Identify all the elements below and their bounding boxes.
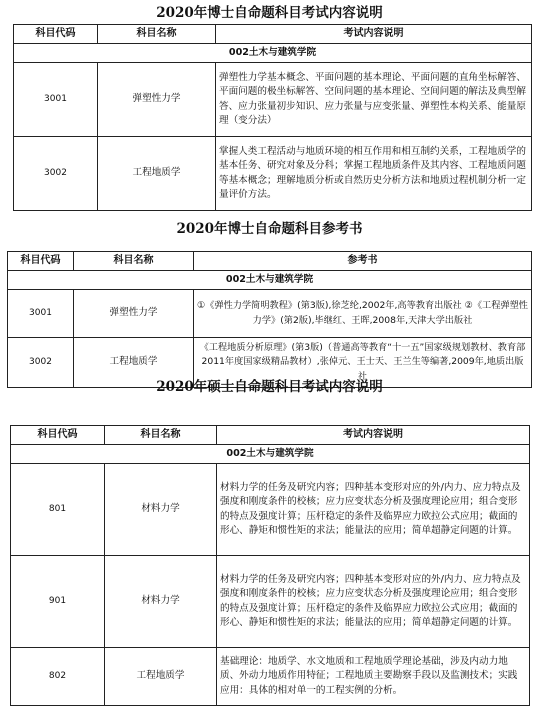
header-name: 科目名称 [74, 252, 194, 271]
header-name: 科目名称 [105, 426, 217, 445]
master-content-table [10, 425, 530, 706]
school-row [8, 271, 532, 290]
table-row [11, 556, 530, 648]
subject-name: 材料力学 [105, 464, 217, 556]
table-row [11, 464, 530, 556]
school-name: 002土木与建筑学院 [8, 271, 532, 290]
subject-code: 3001 [8, 290, 74, 338]
subject-code: 3001 [14, 63, 98, 137]
reference-books: ①《弹性力学简明教程》(第3版),徐芝纶,2002年,高等教育出版社 ②《工程弹塑性力学》(第2版),毕继红、王晖,2008年,天津大学出版社 [194, 290, 532, 338]
subject-code: 801 [11, 464, 105, 556]
table-header-row [14, 25, 532, 44]
subject-code: 901 [11, 556, 105, 648]
subject-code: 802 [11, 648, 105, 706]
subject-name: 材料力学 [105, 556, 217, 648]
subject-name: 工程地质学 [98, 137, 216, 211]
school-name: 002土木与建筑学院 [11, 445, 530, 464]
school-name: 002土木与建筑学院 [14, 44, 532, 63]
school-row [11, 445, 530, 464]
section-title-master-content: 2020年硕士自命题科目考试内容说明 [156, 379, 383, 395]
subject-content: 弹塑性力学基本概念、平面问题的基本理论、平面问题的直角坐标解答、平面问题的极坐标解答、空间问题的基本理论、空间问题的解法及典型解答、应力张量初步知识、应力张量与应变张量、弹塑性本构关系、能量原理（变分法） [216, 63, 532, 137]
school-row [14, 44, 532, 63]
table-header-row [11, 426, 530, 445]
section-title-phd-content: 2020年博士自命题科目考试内容说明 [156, 5, 383, 21]
header-content: 考试内容说明 [216, 25, 532, 44]
subject-name: 弹塑性力学 [98, 63, 216, 137]
table-row [14, 137, 532, 211]
header-code: 科目代码 [11, 426, 105, 445]
section-title-phd-books: 2020年博士自命题科目参考书 [176, 221, 363, 237]
table-header-row [8, 252, 532, 271]
subject-content: 基础理论：地质学、水文地质和工程地质学理论基础，涉及内动力地质、外动力地质作用特征；工程地质主要勘察手段以及监测技术；实践应用：具体的相对单一的工程实例的分析。 [217, 648, 530, 706]
reference-books: 《工程地质分析原理》(第3版)（普通高等教育“十一五”国家级规划教材、教育部2011年度国家级精品教材）,张倬元、王士天、王兰生等编著,2009年,地质出版社 [194, 338, 532, 388]
subject-content: 材料力学的任务及研究内容；四种基本变形对应的外/内力、应力特点及强度和刚度条件的校核；应力应变状态分析及强度理论应用；组合变形的特点及强度计算；压杆稳定的条件及临界应力欧拉公式应用；截面的形心、静矩和惯性矩的求法；能量法的应用；简单超静定问题的计算。 [217, 464, 530, 556]
header-content: 考试内容说明 [217, 426, 530, 445]
table-row [11, 648, 530, 706]
phd-content-table [13, 24, 532, 211]
header-content: 参考书 [194, 252, 532, 271]
subject-name: 工程地质学 [74, 338, 194, 388]
header-name: 科目名称 [98, 25, 216, 44]
header-code: 科目代码 [8, 252, 74, 271]
subject-name: 工程地质学 [105, 648, 217, 706]
header-code: 科目代码 [14, 25, 98, 44]
subject-code: 3002 [14, 137, 98, 211]
table-row [14, 63, 532, 137]
phd-books-table [7, 251, 532, 388]
subject-name: 弹塑性力学 [74, 290, 194, 338]
subject-content: 掌握人类工程活动与地质环境的相互作用和相互制约关系，工程地质学的基本任务、研究对象及分科；掌握工程地质条件及其内容、工程地质问题等基本概念；理解地质分析或自然历史分析方法和地质过程机制分析一定量评价方法。 [216, 137, 532, 211]
table-row [8, 290, 532, 338]
subject-code: 3002 [8, 338, 74, 388]
subject-content: 材料力学的任务及研究内容；四种基本变形对应的外/内力、应力特点及强度和刚度条件的校核；应力应变状态分析及强度理论应用；组合变形的特点及强度计算；压杆稳定的条件及临界应力欧拉公式应用；截面的形心、静矩和惯性矩的求法；能量法的应用；简单超静定问题的计算。 [217, 556, 530, 648]
